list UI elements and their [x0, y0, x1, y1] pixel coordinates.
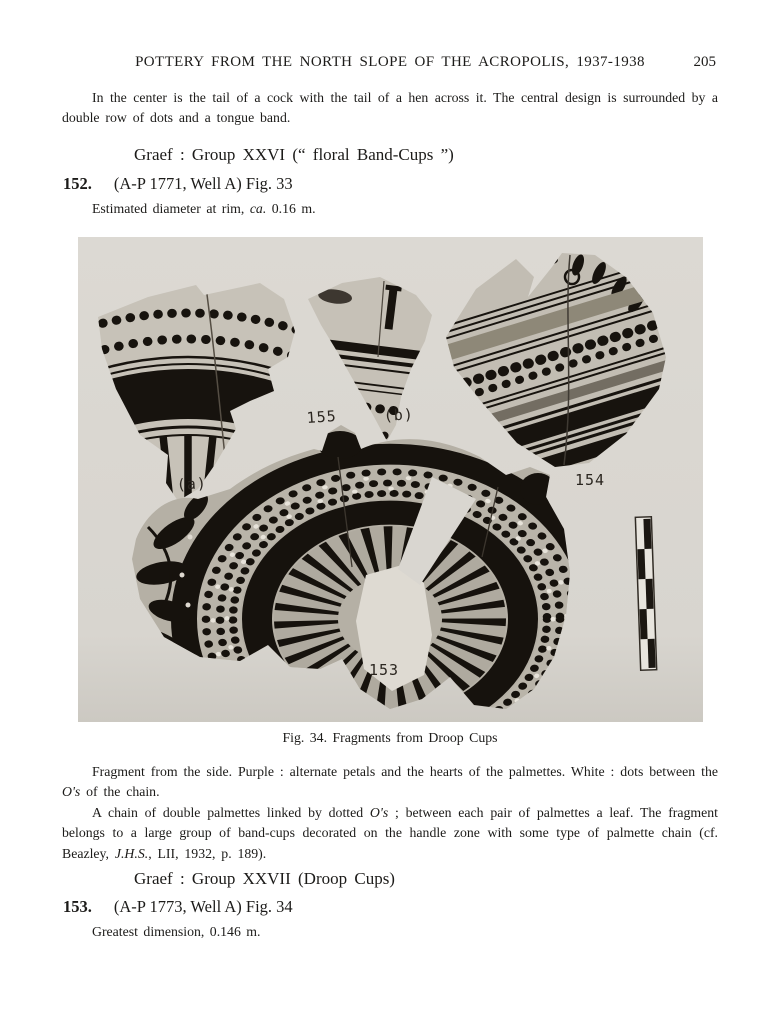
label-fragment-153: 153 — [368, 661, 400, 679]
measurement-value: 0.16 m. — [266, 201, 316, 216]
page-number: 205 — [693, 54, 716, 70]
entry-153-title: (A-P 1773, Well A) Fig. 34 — [113, 897, 293, 916]
label-fragment-155: 155 — [306, 406, 338, 428]
commentary-text: Fragment from the side. Purple : alternate petals and the hearts of the palmettes. White : dots between the — [92, 764, 718, 779]
entry-153-measurement: Greatest dimension, 0.146 m. — [92, 924, 261, 939]
group-xxvii-heading: Graef : Group XXVII (Droop Cups) — [134, 869, 395, 888]
entry-153-number: 153. — [63, 897, 92, 916]
measurement-ca: ca. — [249, 201, 267, 216]
commentary-text: A chain of double palmettes linked by dotted — [92, 804, 370, 820]
figure-photo-plate — [78, 237, 703, 722]
running-head — [62, 54, 718, 74]
label-fragment-154: 154 — [574, 471, 606, 489]
figure-caption: Fig. 34. Fragments from Droop Cups — [282, 730, 498, 745]
commentary-paragraph-1 — [62, 762, 718, 803]
entry-152-title: (A-P 1771, Well A) Fig. 33 — [113, 174, 293, 193]
page-title: POTTERY FROM THE NORTH SLOPE OF THE ACROPOLIS, 1937-1938 — [135, 54, 645, 70]
italic-os: O's — [369, 804, 389, 820]
commentary-paragraph-2 — [62, 803, 718, 864]
commentary-text: , LII, 1932, p. 189). — [148, 845, 267, 861]
commentary-text: of the chain. — [80, 784, 160, 800]
entry-152-measurement — [92, 201, 316, 217]
italic-os: O's — [62, 784, 81, 800]
droop-cup-fragments-photo — [78, 237, 703, 722]
measurement-text: Estimated diameter at rim, — [92, 201, 250, 216]
group-xxvi-heading: Graef : Group XXVI (“ floral Band-Cups ”) — [134, 145, 454, 164]
entry-152-number: 152. — [63, 174, 92, 193]
label-fragment-a: (a) — [176, 474, 208, 494]
label-fragment-b: (b) — [383, 405, 415, 425]
entry-153 — [63, 897, 293, 917]
italic-jhs: J.H.S. — [114, 845, 149, 861]
intro-paragraph: In the center is the tail of a cock with the tail of a hen across it. The central design is surrounded by a double row of dots and a tongue band. — [62, 90, 718, 126]
entry-152 — [63, 174, 293, 194]
commentary — [62, 762, 718, 864]
commentary-text: ; between each pair of palmettes a leaf. The fragment belongs to a large group of band-cups decorated on the handle zone with some type of palmette chain (cf. Beazley, — [62, 804, 718, 861]
